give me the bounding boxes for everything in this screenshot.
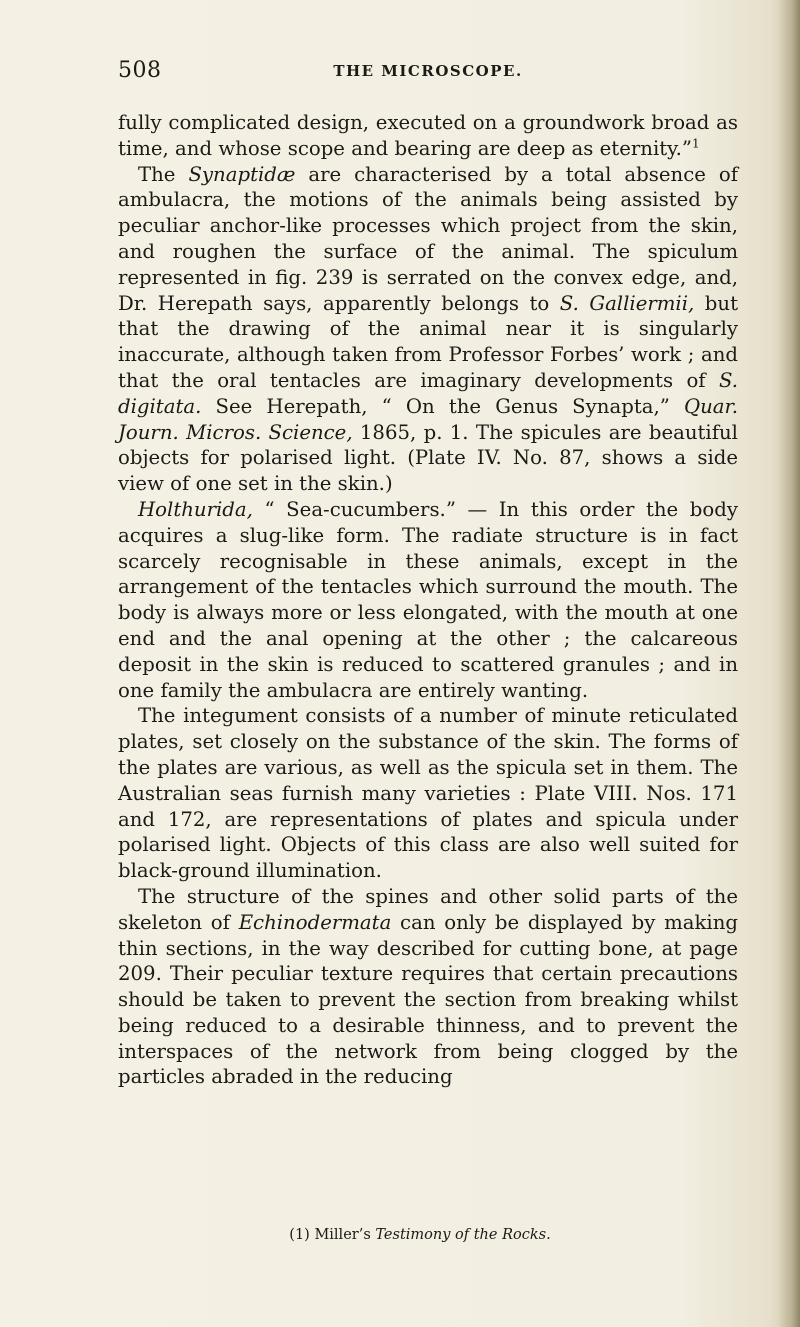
text-run: The structure of the spines and other solid parts of the skeleton of bbox=[118, 884, 738, 934]
paragraph bbox=[118, 162, 738, 497]
footnote-title: Testimony of the Rocks. bbox=[375, 1227, 551, 1243]
italic-text: S. digitata. bbox=[118, 368, 738, 418]
paragraph bbox=[118, 497, 738, 703]
body-text bbox=[118, 110, 738, 1090]
text-run: 1865, p. 1. The spicules are beautiful objects for polarised light. (Plate IV. No. 87, shows a side view of one set in the skin.) bbox=[118, 420, 738, 496]
text-run: “ Sea-cucumbers.” — In this order the body acquires a slug-like form. The radiate structure is in fact scarcely recognisable in these animals, except in the arrangement of the tentacles which surround the mouth. The body is always more or less elongated, with the mouth at one end and the anal opening at the other ; the calcareous deposit in the skin is reduced to scattered granules ; and in one family the ambulacra are entirely wanting. bbox=[118, 497, 738, 702]
italic-text: Synaptidæ bbox=[188, 162, 296, 186]
footnote bbox=[140, 1226, 700, 1244]
text-run: The integument consists of a number of minute reticulated plates, set closely on the substance of the skin. The forms of the plates are various, as well as the spicula set in them. The Australian seas furnish many varieties : Plate VIII. Nos. 171 and 172, are representations of plates and spicula under polarised light. Objects of this class are also well suited for black-ground illumination. bbox=[118, 704, 738, 883]
paragraph-continuation bbox=[118, 110, 738, 162]
page-header bbox=[118, 58, 738, 88]
text-run: can only be displayed by making thin sections, in the way described for cutting bone, at page 209. Their peculiar texture requires that certain precautions should be taken to prevent the section from breaking whilst being reduced to a desirable thinness, and to prevent the interspaces of the network from being clogged by the particles abraded in the reducing bbox=[118, 910, 739, 1089]
text-run: fully complicated design, executed on a groundwork broad as time, and whose scope and bearing are deep as eternity.” bbox=[118, 111, 738, 160]
footnote-author: Miller’s bbox=[314, 1227, 371, 1243]
text-run: The bbox=[138, 162, 189, 186]
text-run: but that the drawing of the animal near it is singularly inaccurate, although taken from Professor Forbes’ work ; and that the oral tentacles are imaginary developments of bbox=[118, 291, 738, 392]
page-edge-shadow bbox=[778, 0, 800, 1327]
italic-text: Quar. Journ. Micros. Science, bbox=[118, 394, 738, 444]
page-number: 508 bbox=[118, 58, 162, 83]
italic-text: Holthurida, bbox=[138, 497, 253, 521]
text-run: See Herepath, “ On the Genus Synapta,” bbox=[201, 394, 684, 418]
text-run: are characterised by a total absence of ambulacra, the motions of the animals being assisted by peculiar anchor-like processes which project from the skin, and roughen the surface of the animal. The spiculum represented in fig. 239 is serrated on the convex edge, and, Dr. Herepath says, apparently belongs to bbox=[118, 162, 738, 315]
footnote-marker: (1) bbox=[289, 1227, 310, 1243]
footnote-reference: 1 bbox=[692, 136, 700, 151]
paragraph bbox=[118, 884, 738, 1090]
italic-text: S. Galliermii, bbox=[559, 291, 695, 315]
running-head: THE MICROSCOPE. bbox=[333, 62, 523, 80]
italic-text: Echinodermata bbox=[238, 910, 392, 934]
paragraph bbox=[118, 703, 738, 884]
